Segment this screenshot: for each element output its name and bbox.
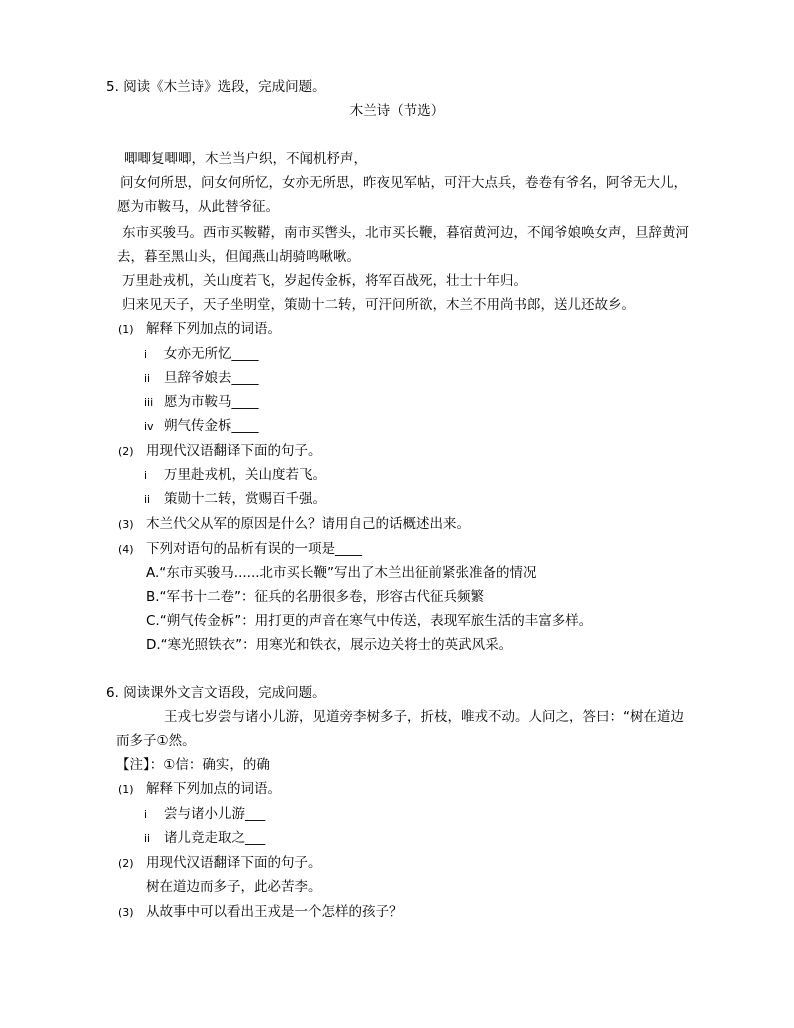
q6-number: 6. [106,685,119,701]
item-text: 诸儿竞走取之___ [164,830,266,846]
q5-option-c: C.“朔气传金柝”：用打更的声音在寒气中传送，表现军旅生活的丰富多样。 [146,613,593,629]
item-text: 尝与诸小儿游___ [164,806,266,822]
item-text: 策勋十二转，赏赐百千强。 [164,491,326,507]
q6-sub2 [118,854,322,873]
item-text: 旦辞爷娘去____ [164,370,259,386]
q6-sub2-sentence: 树在道边而多子，此必苦李。 [146,879,322,895]
q5-option-d: D.“寒光照铁衣”：用寒光和铁衣，展示边关将士的英武风采。 [146,637,513,653]
q5-number: 5. [106,79,119,95]
sub-text: 用现代汉语翻译下面的句子。 [146,855,322,871]
sub-number: (4) [118,543,134,556]
item-number: iv [144,420,154,433]
q5-sub1-item [144,345,259,364]
q5-intro: 阅读《木兰诗》选段，完成问题。 [123,79,326,95]
q5-sub1-item [144,369,259,388]
poem-line: 东市买骏马。西市买鞍鞯，南市买辔头，北市买长鞭，暮宿黄河边，不闻爷娘唤女声，旦辞黄河 [122,225,689,241]
q5-header [106,78,326,96]
poem-line: 万里赴戎机，关山度若飞，岁起传金柝，将军百战死，壮士十年归。 [122,273,527,289]
sub-text: 木兰代父从军的原因是什么？请用自己的话概述出来。 [146,516,470,532]
poem-line: 归来见天子，天子坐明堂，策勋十二转，可汗问所欲，木兰不用尚书郎，送儿还故乡。 [122,297,635,313]
q5-option-b: B.“军书十二卷”：征兵的名册很多卷，形容古代征兵频繁 [146,589,485,605]
poem-line: 去，暮至黑山头，但闻燕山胡骑鸣啾啾。 [117,249,360,265]
item-text: 朔气传金柝____ [164,418,259,434]
item-number: ii [144,493,151,506]
sub-number: (3) [118,518,134,531]
q6-sub1 [118,780,281,799]
q6-intro: 阅读课外文言文语段，完成问题。 [123,685,326,701]
item-number: i [144,348,148,361]
item-number: i [144,808,148,821]
q5-sub2-item [144,490,326,509]
sub-text: 解释下列加点的词语。 [146,781,281,797]
item-number: ii [144,372,151,385]
sub-number: (2) [118,445,134,458]
q6-sub1-item [144,805,265,824]
q6-sub1-item [144,829,265,848]
q6-sub3 [118,903,403,922]
sub-number: (1) [118,783,134,796]
sub-text: 下列对语句的品析有误的一项是____ [146,541,362,557]
q5-sub1 [118,320,281,339]
item-number: i [144,469,148,482]
q6-passage-line: 而多子①然。 [116,733,196,749]
item-number: iii [144,396,154,409]
q5-sub1-item [144,393,259,412]
q5-option-a: A.“东市买骏马......北市买长鞭”写出了木兰出征前紧张准备的情况 [146,565,537,581]
poem-line: 唧唧复唧唧，木兰当户织，不闻机杼声， [124,151,367,167]
sub-number: (2) [118,857,134,870]
q6-header [106,684,326,702]
item-text: 女亦无所忆____ [164,346,259,362]
q5-sub3 [118,515,470,534]
q5-sub2-item [144,466,326,485]
sub-number: (1) [118,323,134,336]
q6-note: 【注】：①信：确实，的确 [116,757,270,773]
q5-sub2 [118,442,322,461]
item-text: 愿为市鞍马____ [164,394,259,410]
sub-text: 从故事中可以看出王戎是一个怎样的孩子？ [146,904,403,920]
sub-text: 解释下列加点的词语。 [146,321,281,337]
poem-line: 问女何所思，问女何所忆，女亦无所思，昨夜见军帖，可汗大点兵，卷卷有爷名，阿爷无大儿， [120,175,687,191]
item-number: ii [144,832,151,845]
item-text: 万里赴戎机，关山度若飞。 [164,467,326,483]
q6-passage-line: 王戎七岁尝与诸小儿游，见道旁李树多子，折枝，唯戎不动。人问之，答曰：“树在道边 [164,709,684,725]
sub-text: 用现代汉语翻译下面的句子。 [146,443,322,459]
poem-title: 木兰诗（节选） [349,103,445,119]
poem-line: 愿为市鞍马，从此替爷征。 [117,199,279,215]
q5-sub1-item [144,417,259,436]
q5-sub4 [118,540,362,559]
sub-number: (3) [118,906,134,919]
